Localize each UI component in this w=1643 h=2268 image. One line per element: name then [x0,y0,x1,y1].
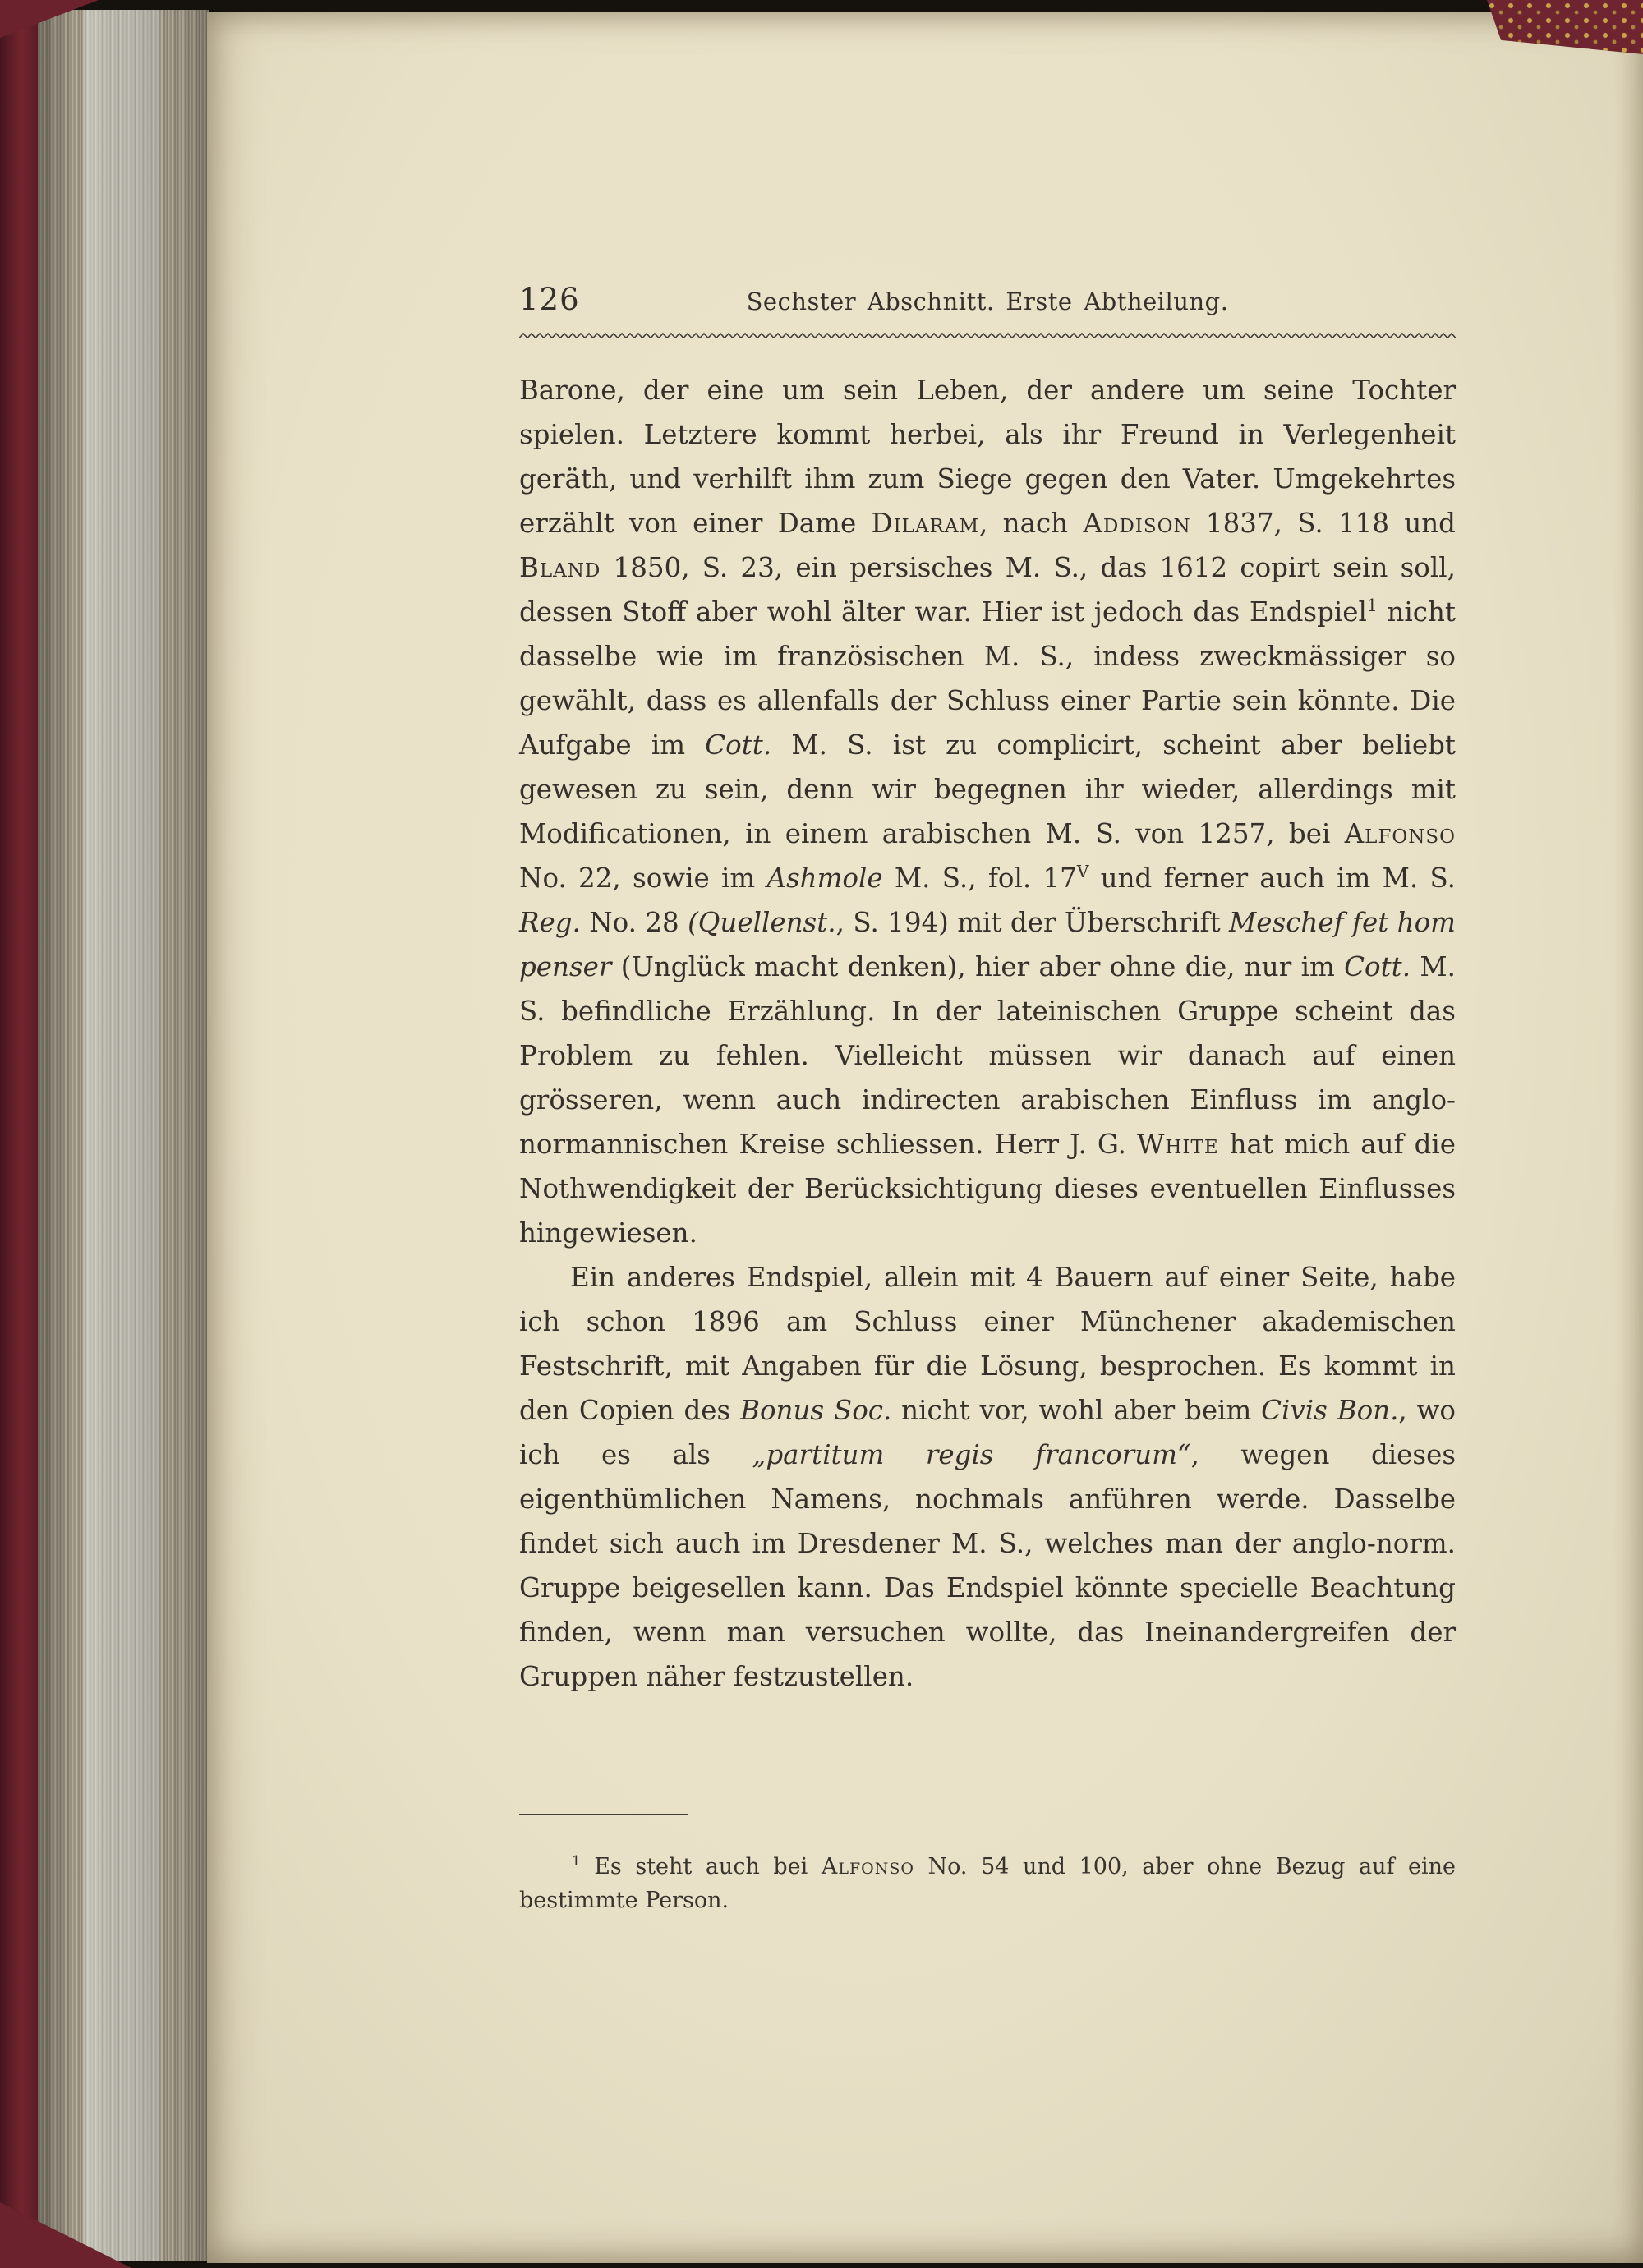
page-header [519,276,1456,317]
text-segment: 1 [1366,596,1378,616]
text-segment: No. 54 und 100, aber ohne Bezug auf eine bestimmte Person. [519,1854,1456,1913]
text-segment: nicht vor, wohl aber beim [891,1395,1262,1426]
text-segment: No. 22, sowie im [519,863,767,894]
text-segment: 1 [572,1852,581,1869]
text-segment: No. 28 [580,907,688,938]
text-segment: Bland [519,552,601,583]
body-text [519,368,1456,1699]
text-segment: , S. 194) mit der Überschrift [835,907,1230,938]
text-segment: nicht dasselbe wie im französischen M. S., indess zweckmässiger so gewählt, dass es allenfalls der Schluss einer Partie sein könnte. Die Aufgabe im [519,596,1456,761]
text-segment: , nach [979,508,1084,539]
body-paragraph [519,1255,1456,1699]
text-segment: , wegen dieses eigenthümlichen Namens, nochmals anführen werde. Dasselbe findet sich auch im Dresdener M. S., welches man der anglo-norm. Gruppe beigesellen kann. Das Endspiel könnte specielle Beachtung finden, wenn man versuchen wollte, das Ineinandergreifen der Gruppen näher festzustellen. [519,1439,1456,1692]
text-segment: (Quellenst. [688,907,836,938]
footnote-rule [519,1814,688,1815]
endpaper-band [84,10,159,2261]
text-segment: Es steht auch bei [580,1854,822,1879]
body-paragraph [519,368,1456,1255]
text-segment: M. S. ist zu complicirt, scheint aber beliebt gewesen zu sein, denn wir begegnen ihr wieder, allerdings mit Modificationen, in einem arabischen M. S. von 1257, bei [519,729,1456,849]
footnote [519,1850,1456,1917]
text-segment: M. S. befindliche Erzählung. In der lateinischen Gruppe scheint das Problem zu fehlen. Vielleicht müssen wir danach auf einen grösseren, wenn auch indirecten arabischen Einfluss im anglo-normannischen Kreise schliessen. Herr J. G. [519,951,1456,1160]
text-segment: Addison [1083,508,1191,539]
text-segment: hat mich auf die Nothwendigkeit der Berücksichtigung dieses eventuellen Einflusses hingewiesen. [519,1129,1457,1249]
text-segment: Ein anderes Endspiel, allein mit 4 Bauern auf einer Seite, habe ich schon 1896 am Schluss einer Münchener akademischen Festschrift, mit Angaben für die Lösung, besprochen. Es kommt in den Copien des [519,1262,1456,1426]
text-segment: Meschef fet hom penser [519,907,1456,982]
page-number: 126 [519,282,580,317]
running-header: Sechster Abschnitt. Erste Abtheilung. [746,288,1229,315]
text-segment: Ashmole [766,863,883,894]
text-segment: Alfonso [821,1854,914,1879]
header-rule [519,329,1456,338]
text-segment: und ferner auch im M. S. [1088,863,1456,894]
text-segment: (Unglück macht denken), hier aber ohne die, nur im [611,951,1345,982]
text-segment: Dilaram [871,508,980,539]
text-segment: „partitum regis francorum“ [752,1439,1191,1470]
text-segment: Reg. [519,907,581,938]
text-segment: Barone, der eine um sein Leben, der andere um seine Tochter spielen. Letztere kommt herbei, als ihr Freund in Verlegenheit geräth, und verhilft ihm zum Siege gegen den Vater. Umgekehrtes erzählt von einer Dame [519,375,1456,539]
text-segment: Cott. [705,729,772,761]
book-spine-cover [0,0,38,2268]
text-segment: Bonus Soc. [740,1395,892,1426]
text-segment: Civis Bon. [1261,1395,1399,1426]
text-segment: 1850, S. 23, ein persisches M. S., das 1612 copirt sein soll, dessen Stoff aber wohl älter war. Hier ist jedoch das Endspiel [519,552,1456,628]
text-segment: M. S., fol. 17 [882,863,1077,894]
text-segment: V [1076,862,1089,882]
text-segment: White [1136,1129,1219,1160]
text-segment: Cott. [1344,951,1411,982]
text-segment: Alfonso [1344,818,1456,849]
text-segment: , wo ich es als [519,1395,1457,1470]
text-segment: 1837, S. 118 und [1190,508,1456,539]
